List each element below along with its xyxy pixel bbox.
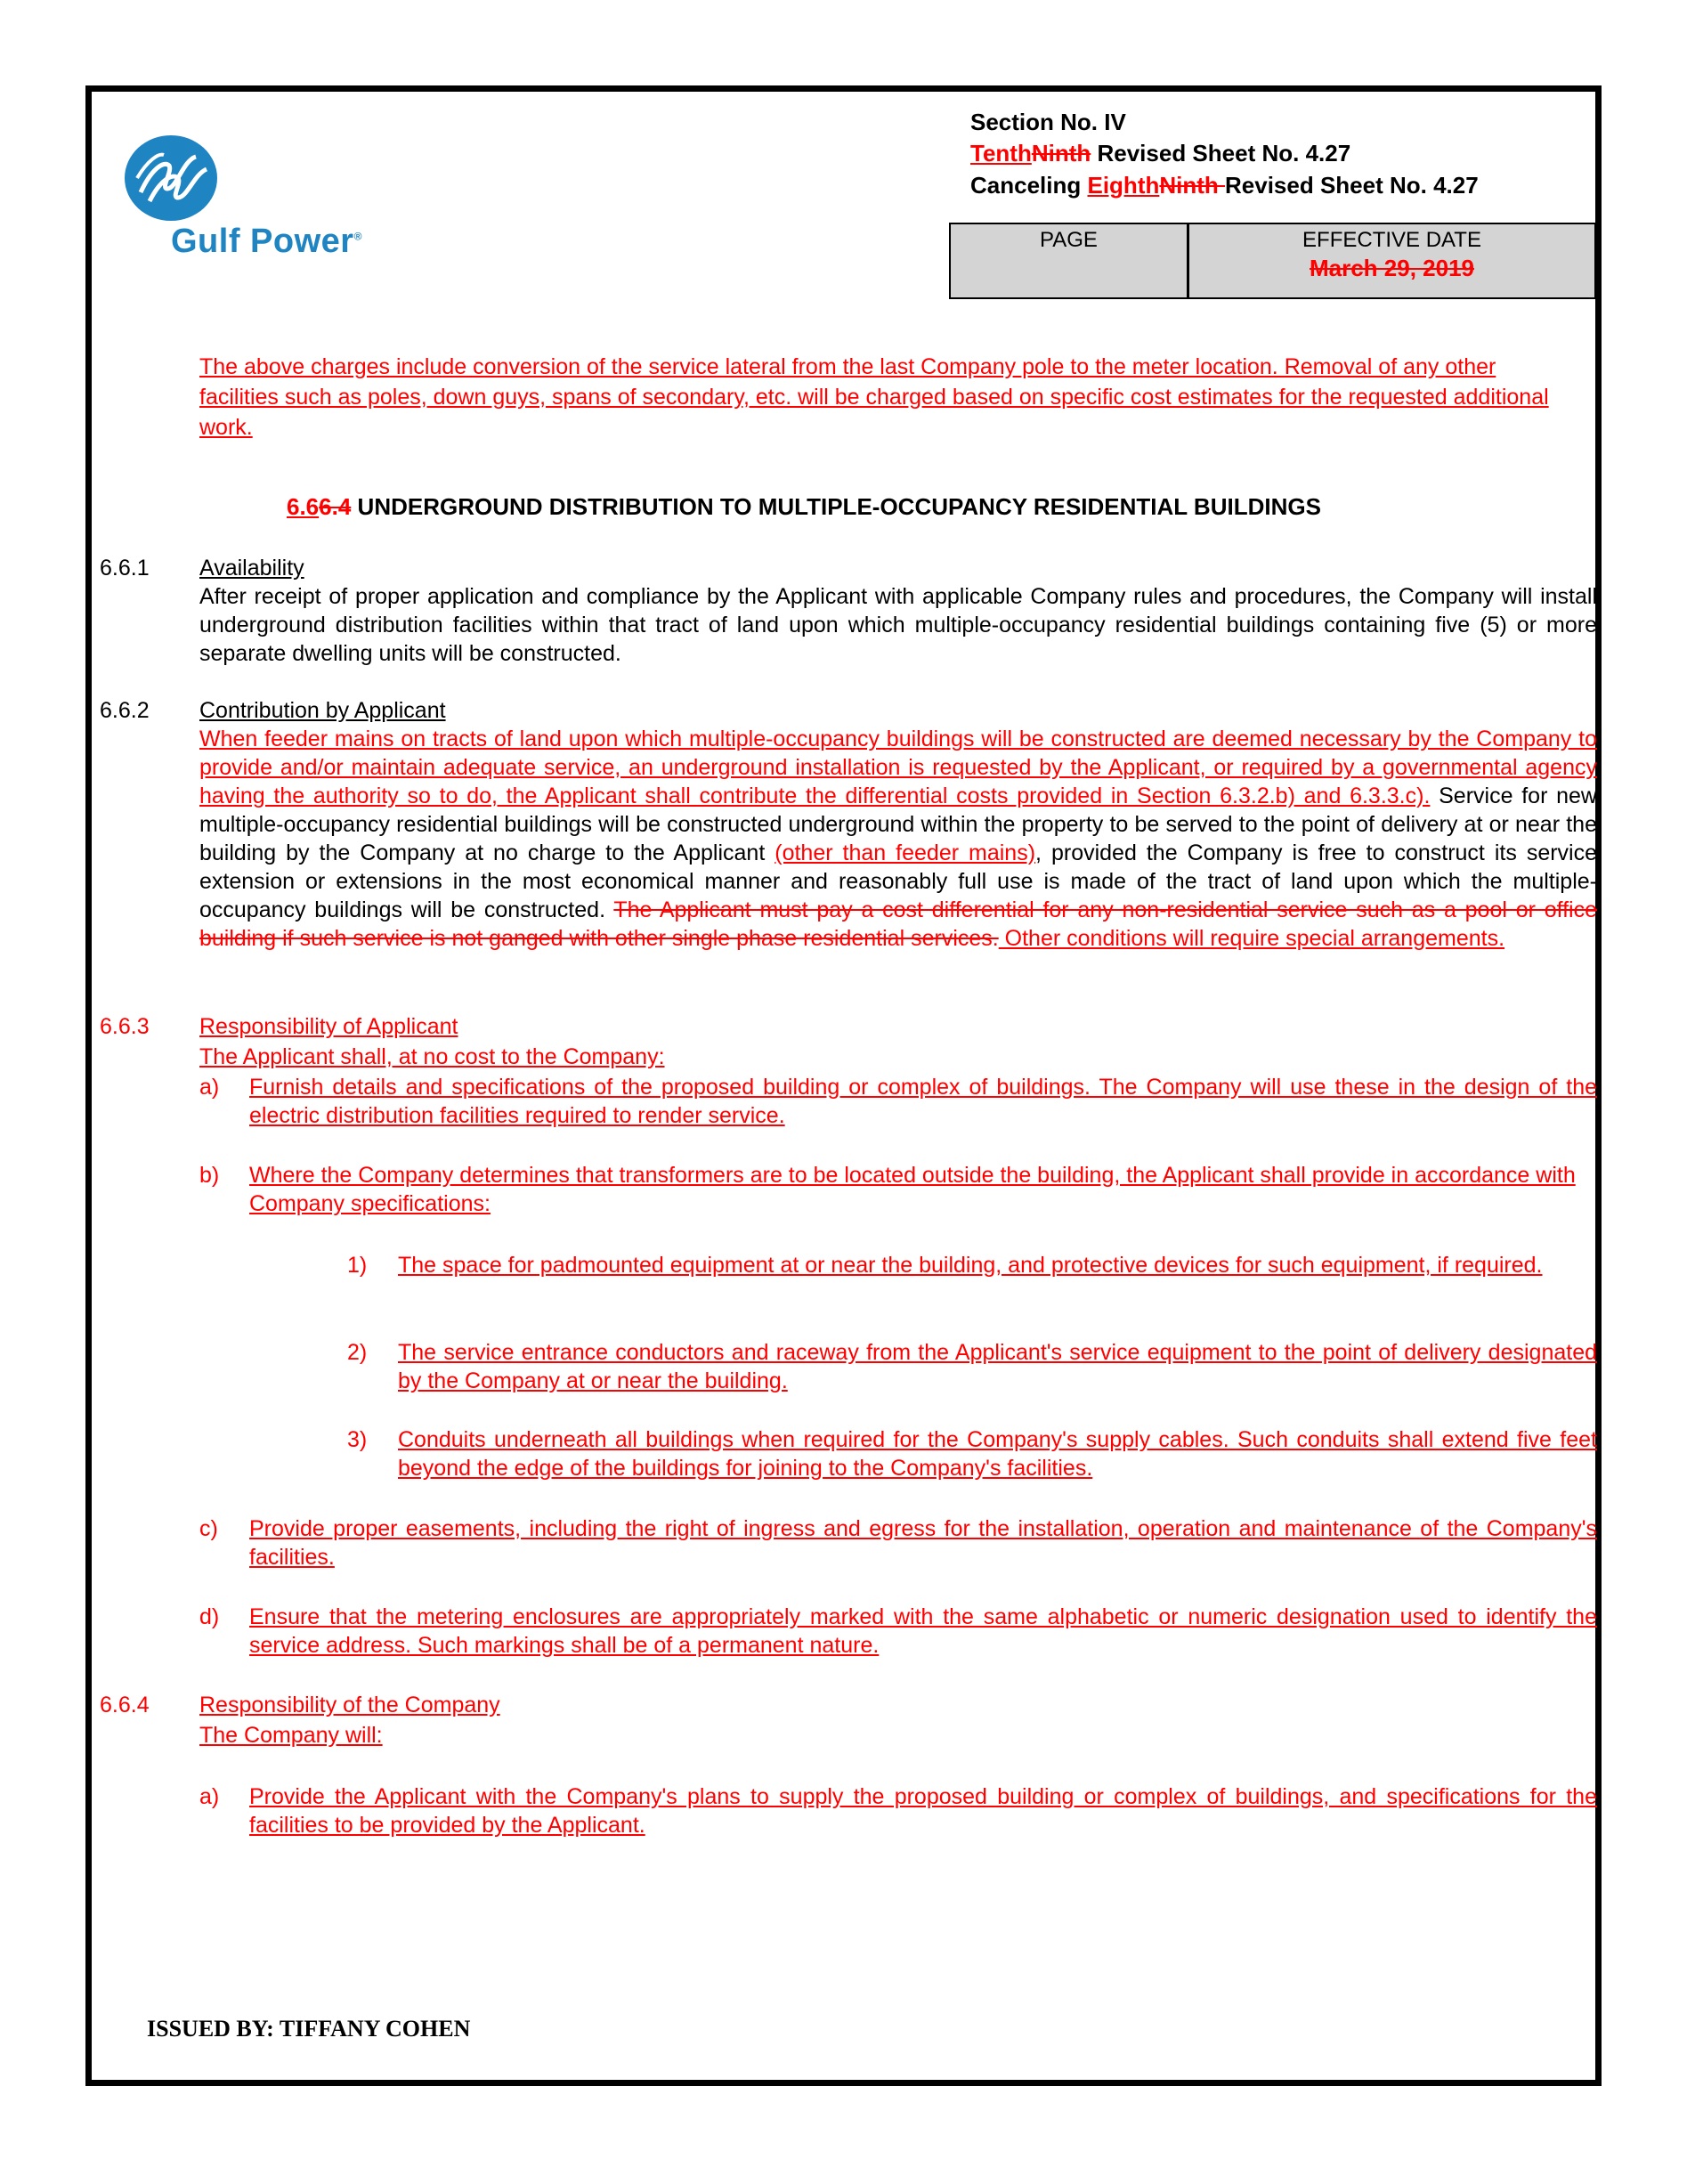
section-title-num-old: 6.4 — [319, 493, 352, 520]
applicant-subitem-2: The service entrance conductors and raceway from the Applicant's service equipment to the point of delivery designated by the Company at or near the building. — [398, 1340, 1597, 1393]
subitem-label-1: 1) — [347, 1253, 368, 1278]
company-intro: The Company will: — [199, 1723, 383, 1748]
company-item-label-a: a) — [199, 1784, 220, 1809]
applicant-item-a: Furnish details and specifications of the proposed building or complex of buildings. The Company will use these in the design of the electric distribution facilities required to render service. — [249, 1075, 1597, 1128]
contribution-text-4: , provided the Company is free to construct its service extension or extensions in the most economical manner and reasonably full use is made of the tract of land upon which the multiple-occupancy buildings will be constructed. — [199, 840, 1598, 922]
applicant-item-b: Where the Company determines that transformers are to be located outside the building, the Applicant shall provide in accordance with Company specifications: — [249, 1163, 1576, 1216]
heading-responsibility-company: Responsibility of the Company — [199, 1693, 500, 1717]
company-item-a: Provide the Applicant with the Company's plans to supply the proposed building or complex of buildings, and specifications for the facilities to be provided by the Applicant. — [249, 1784, 1597, 1838]
heading-contribution: Contribution by Applicant — [199, 698, 446, 723]
canceling-sheet-line — [970, 172, 1479, 199]
item-label-c: c) — [199, 1516, 218, 1541]
logo-wordmark: Gulf Power® — [171, 223, 362, 260]
applicant-item-c: Provide proper easements, including the right of ingress and egress for the installation, operation and maintenance of the Company's facilities. — [249, 1516, 1597, 1570]
item-label-b: b) — [199, 1163, 220, 1188]
gulf-power-swirl-logo-icon — [125, 134, 223, 223]
effective-date-value: March 29, 2019 — [1309, 255, 1474, 281]
revised-new: Tenth — [970, 140, 1032, 166]
canceling-rest: Revised Sheet No. 4.27 — [1225, 172, 1479, 199]
contribution-deleted-5: The Applicant must pay a cost differential for any non-residential service such as a pool or office building if such service is not ganged with other single phase residential services. — [199, 897, 1598, 951]
canceling-prefix: Canceling — [970, 172, 1088, 199]
section-num-661: 6.6.1 — [100, 556, 150, 581]
page-cell — [951, 224, 1189, 297]
page-label: PAGE — [1040, 228, 1098, 252]
revised-rest: Revised Sheet No. 4.27 — [1091, 140, 1351, 166]
section-title — [287, 493, 1321, 521]
heading-availability: Availability — [199, 556, 304, 581]
effective-date-label: EFFECTIVE DATE — [1302, 228, 1481, 252]
page-effective-date-box — [949, 223, 1596, 299]
effective-date-cell — [1189, 224, 1594, 297]
revised-old: Ninth — [1031, 140, 1091, 166]
contribution-added-3: (other than feeder mains) — [775, 840, 1036, 865]
intro-paragraph: The above charges include conversion of the service lateral from the last Company pole to the meter location. Removal of any other facilities such as poles, down guys, spans of secondary, etc. will be charged based on specific cost estimates for the requested additional work. — [199, 354, 1549, 440]
section-title-text: UNDERGROUND DISTRIBUTION TO MULTIPLE-OCCUPANCY RESIDENTIAL BUILDINGS — [351, 493, 1321, 520]
section-title-num-new: 6.6 — [287, 493, 320, 520]
revised-sheet-line — [970, 140, 1350, 167]
subitem-label-3: 3) — [347, 1427, 368, 1452]
section-num-664: 6.6.4 — [100, 1693, 150, 1717]
section-num-663: 6.6.3 — [100, 1014, 150, 1039]
issued-by: ISSUED BY: TIFFANY COHEN — [147, 2016, 471, 2042]
applicant-intro: The Applicant shall, at no cost to the Company: — [199, 1044, 665, 1069]
canceling-new: Eighth — [1087, 172, 1160, 199]
item-label-d: d) — [199, 1604, 220, 1629]
contribution-added-1: When feeder mains on tracts of land upon which multiple-occupancy buildings will be constructed are deemed necessary by the Company to provide and/or maintain adequate service, an underground installation is requested by the Applicant, or required by a governmental agency having the authority so to do, the Applicant shall contribute the differential costs provided in Section 6.3.2.b) and 6.3.3.c). — [199, 727, 1597, 808]
applicant-subitem-1: The space for padmounted equipment at or near the building, and protective devices for such equipment, if required. — [398, 1253, 1543, 1278]
contribution-text-2: Service for new multiple-occupancy residential buildings will be constructed underground within the property to be served to the point of delivery at or near the building by the Company at no charge to the Applicant — [199, 783, 1597, 865]
applicant-subitem-3: Conduits underneath all buildings when required for the Company's supply cables. Such conduits shall extend five feet beyond the edge of the buildings for joining to the Company's facilities. — [398, 1427, 1597, 1481]
applicant-item-d: Ensure that the metering enclosures are appropriately marked with the same alphabetic or numeric designation used to identify the service address. Such markings shall be of a permanent nature. — [249, 1604, 1597, 1658]
item-label-a: a) — [199, 1075, 220, 1100]
subitem-label-2: 2) — [347, 1340, 368, 1365]
contribution-added-6: Other conditions will require special arrangements. — [998, 926, 1505, 951]
canceling-old: Ninth — [1159, 172, 1226, 199]
section-number: Section No. IV — [970, 109, 1126, 135]
contribution-body — [199, 725, 1597, 953]
section-num-662: 6.6.2 — [100, 698, 150, 723]
availability-body: After receipt of proper application and compliance by the Applicant with applicable Company rules and procedures, the Company will install underground distribution facilities within that tract of land upon which multiple-occupancy residential buildings containing five (5) or more separate dwelling units will be constructed. — [199, 584, 1597, 666]
company-logo — [125, 134, 427, 267]
heading-responsibility-applicant: Responsibility of Applicant — [199, 1014, 458, 1039]
